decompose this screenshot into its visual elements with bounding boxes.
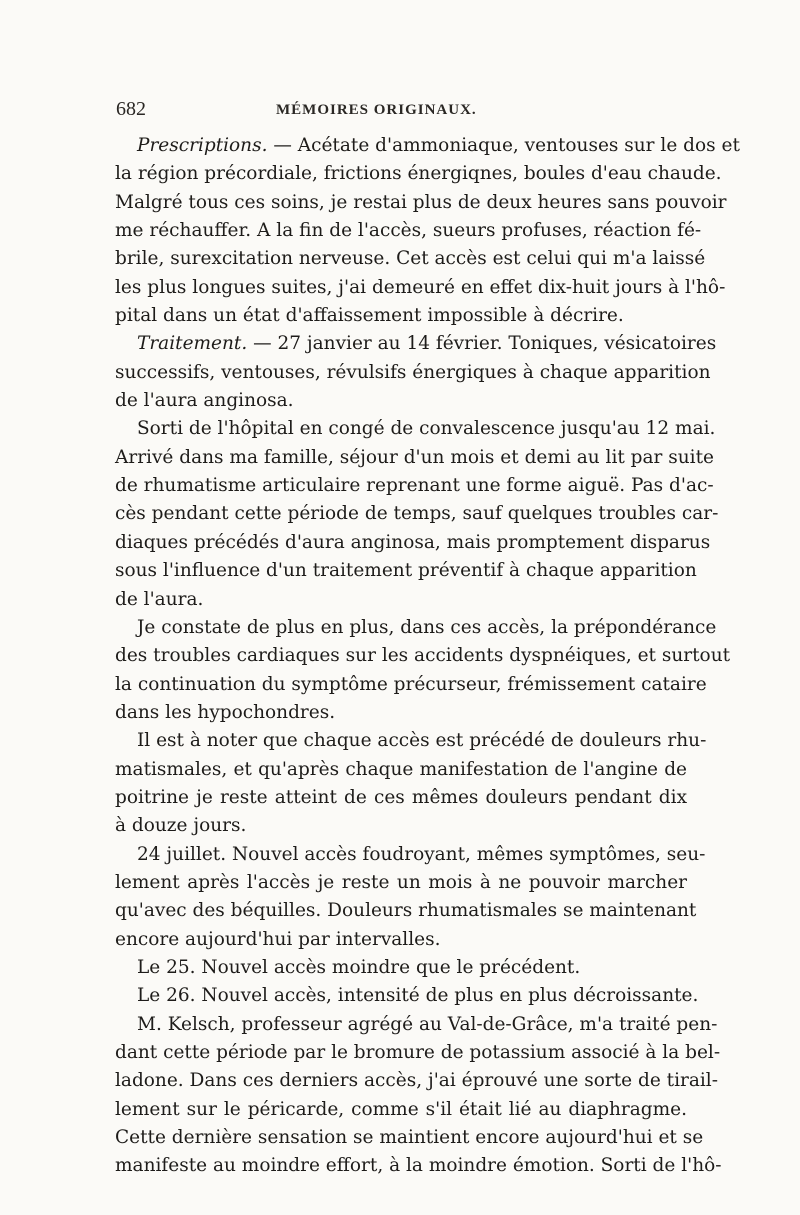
page-header <box>116 98 688 128</box>
text-line: cès pendant cette période de temps, sauf quelques troubles car- <box>115 503 719 525</box>
text-line: Il est à noter que chaque accès est précédé de douleurs rhu- <box>137 730 707 752</box>
text-line: Cette dernière sensation se maintient encore aujourd'hui et se <box>115 1127 704 1149</box>
text-line: pital dans un état d'affaissement impossible à décrire. <box>115 305 624 327</box>
text-line <box>115 330 717 358</box>
text-line: les plus longues suites, j'ai demeuré en effet dix-huit jours à l'hô- <box>115 276 726 298</box>
text-line: sous l'influence d'un traitement préventif à chaque apparition <box>115 560 697 582</box>
text-line: encore aujourd'hui par intervalles. <box>115 928 441 950</box>
text-line <box>115 132 740 160</box>
running-title: MÉMOIRES ORIGINAUX. <box>276 102 477 118</box>
text-line: des troubles cardiaques sur les accidents dyspnéiques, et surtout <box>115 645 731 667</box>
text-line: Le 26. Nouvel accès, intensité de plus en plus décroissante. <box>137 985 699 1007</box>
text-line: de l'aura. <box>115 588 204 610</box>
text-line: manifeste au moindre effort, à la moindre émotion. Sorti de l'hô- <box>115 1155 722 1177</box>
text-line: Je constate de plus en plus, dans ces accès, la prépondérance <box>137 616 717 638</box>
text-line: Arrivé dans ma famille, séjour d'un mois et demi au lit par suite <box>115 446 714 468</box>
section-lead: Traitement. <box>137 333 248 355</box>
text-line: Sorti de l'hôpital en congé de convalescence jusqu'au 12 mai. <box>137 418 716 440</box>
text-line: Malgré tous ces soins, je restai plus de deux heures sans pouvoir <box>115 191 727 213</box>
text-line: dans les hypochondres. <box>115 701 336 723</box>
text-line: lement sur le péricarde, comme s'il était lié au diaphragme. <box>115 1098 687 1120</box>
text-line: de l'aura anginosa. <box>115 390 294 412</box>
text-line: la région précordiale, frictions énergiqnes, boules d'eau chaude. <box>115 163 722 185</box>
page-number: 682 <box>116 98 146 120</box>
text-line: me réchauffer. A la fin de l'accès, sueurs profuses, réaction fé- <box>115 220 702 242</box>
text-line: Le 25. Nouvel accès moindre que le précédent. <box>137 956 581 978</box>
text-line: qu'avec des béquilles. Douleurs rhumatismales se maintenant <box>115 900 697 922</box>
text-line: successifs, ventouses, révulsifs énergiques à chaque apparition <box>115 361 711 383</box>
text-line: M. Kelsch, professeur agrégé au Val-de-Grâce, m'a traité pen- <box>137 1013 718 1035</box>
text-line: ladone. Dans ces derniers accès, j'ai éprouvé une sorte de tirail- <box>115 1070 718 1092</box>
line-text: — 27 janvier au 14 février. Toniques, vésicatoires <box>247 333 717 355</box>
text-line: dant cette période par le bromure de potassium associé à la bel- <box>115 1042 721 1063</box>
body-text <box>115 132 740 1181</box>
text-line: poitrine je reste atteint de ces mêmes douleurs pendant dix <box>115 786 687 808</box>
text-line: lement après l'accès je reste un mois à ne pouvoir marcher <box>115 871 687 893</box>
text-line: 24 juillet. Nouvel accès foudroyant, mêmes symptômes, seu- <box>137 843 706 865</box>
section-lead: Prescriptions. <box>137 135 268 156</box>
line-text: — Acétate d'ammoniaque, ventouses sur le dos et <box>267 135 740 156</box>
text-line: de rhumatisme articulaire reprenant une forme aiguë. Pas d'ac- <box>115 475 714 497</box>
text-line: diaques précédés d'aura anginosa, mais promptement disparus <box>115 531 711 553</box>
text-line: matismales, et qu'après chaque manifestation de l'angine de <box>115 758 687 780</box>
text-line: brile, surexcitation nerveuse. Cet accès est celui qui m'a laissé <box>115 248 706 270</box>
text-line: à douze jours. <box>115 815 247 837</box>
text-line: la continuation du symptôme précurseur, frémissement cataire <box>115 673 707 695</box>
